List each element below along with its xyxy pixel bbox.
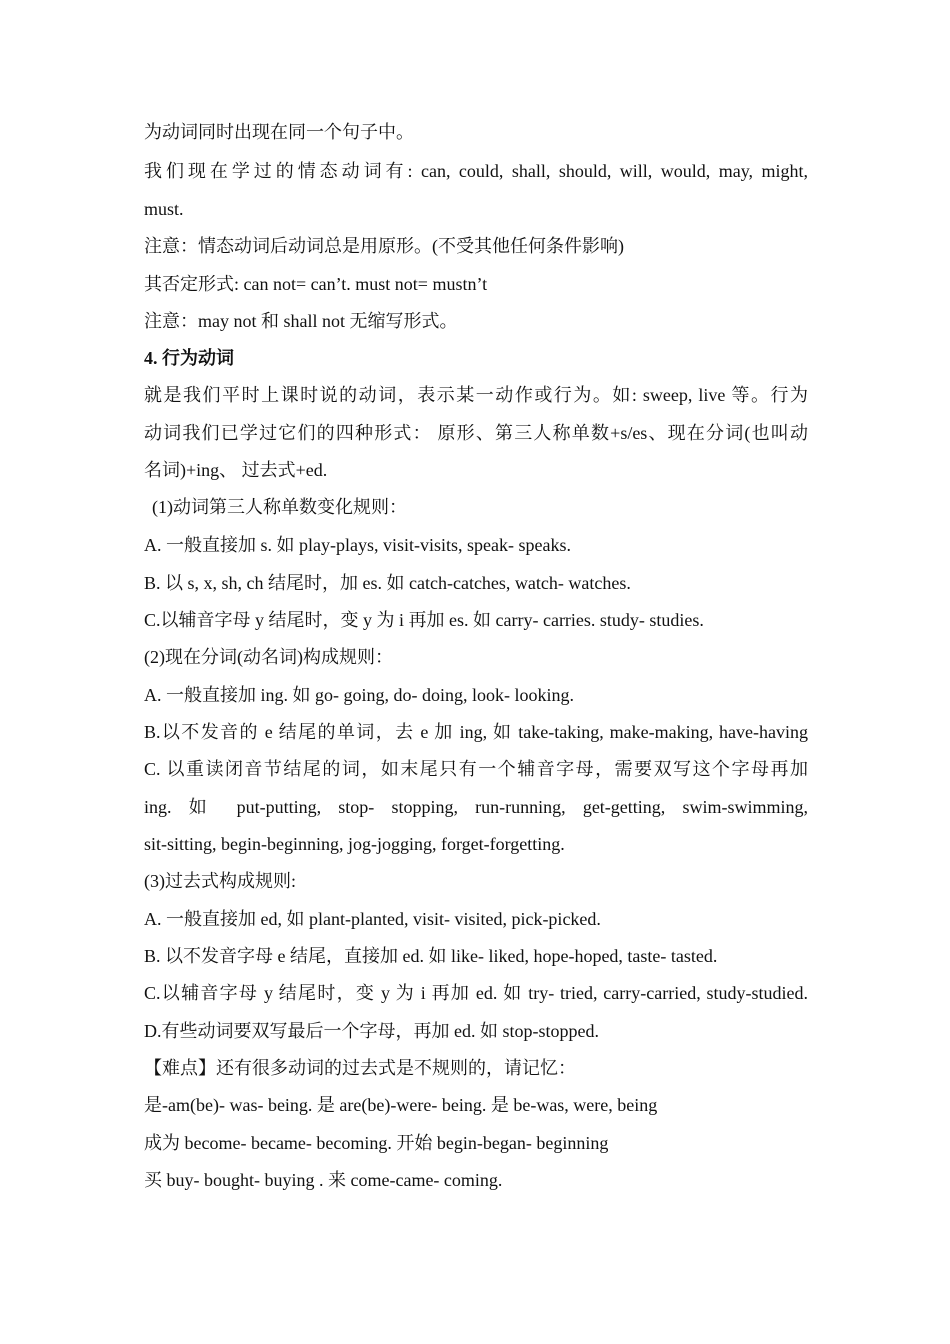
text-line: 是-am(be)- was- being. 是 are(be)-were- being. 是 be-was, were, being — [144, 1095, 658, 1115]
text-line: 动词我们已学过它们的四种形式： 原形、第三人称单数+s/es、现在分词(也叫动 — [144, 423, 808, 443]
text-line: 我们现在学过的情态动词有: can, could, shall, should, will, would, may, might, — [144, 161, 808, 181]
text-line: 名词)+ing、 过去式+ed. — [144, 460, 328, 480]
text-line: B. 以不发音字母 e 结尾，直接加 ed. 如 like- liked, hope-hoped, taste- tasted. — [144, 946, 718, 966]
subheading: (3)过去式构成规则: — [144, 871, 296, 891]
text-line: B. 以 s, x, sh, ch 结尾时，加 es. 如 catch-catches, watch- watches. — [144, 573, 631, 593]
text-line: C.以辅音字母 y 结尾时，变 y 为 i 再加 es. 如 carry- carries. study- studies. — [144, 610, 704, 630]
text-line: C.以辅音字母 y 结尾时，变 y 为 i 再加 ed. 如 try- tried, carry-carried, study-studied. — [144, 983, 808, 1003]
text-line: ing. 如 put-putting, stop- stopping, run-running, get-getting, swim-swimming, — [144, 797, 808, 817]
text-line: 买 buy- bought- buying . 来 come-came- coming. — [144, 1170, 503, 1190]
section-heading: 4. 行为动词 — [144, 348, 234, 368]
text-line: 其否定形式: can not= can’t. must not= mustn’t — [144, 274, 488, 294]
text-line: C. 以重读闭音节结尾的词，如末尾只有一个辅音字母，需要双写这个字母再加 — [144, 759, 808, 779]
text-line: 为动词同时出现在同一个句子中。 — [144, 122, 414, 142]
text-line: sit-sitting, begin-beginning, jog-jogging, forget-forgetting. — [144, 834, 565, 854]
text-line: 【难点】还有很多动词的过去式是不规则的，请记忆： — [144, 1058, 576, 1078]
subheading: (2)现在分词(动名词)构成规则： — [144, 647, 393, 667]
text-line: D.有些动词要双写最后一个字母，再加 ed. 如 stop-stopped. — [144, 1021, 599, 1041]
text-line: A. 一般直接加 ing. 如 go- going, do- doing, look- looking. — [144, 685, 574, 705]
text-line: 注意：may not 和 shall not 无缩写形式。 — [144, 311, 458, 331]
text-line: B.以不发音的 e 结尾的单词，去 e 加 ing, 如 take-taking, make-making, have-having — [144, 722, 808, 742]
text-line: 就是我们平时上课时说的动词，表示某一动作或行为。如: sweep, live 等。行为 — [144, 385, 808, 405]
text-line: 注意：情态动词后动词总是用原形。(不受其他任何条件影响) — [144, 236, 624, 256]
text-line: must. — [144, 199, 184, 219]
subheading: (1)动词第三人称单数变化规则： — [152, 497, 407, 517]
text-line: A. 一般直接加 ed, 如 plant-planted, visit- visited, pick-picked. — [144, 909, 601, 929]
text-line: A. 一般直接加 s. 如 play-plays, visit-visits, speak- speaks. — [144, 535, 571, 555]
text-line: 成为 become- became- becoming. 开始 begin-began- beginning — [144, 1133, 609, 1153]
